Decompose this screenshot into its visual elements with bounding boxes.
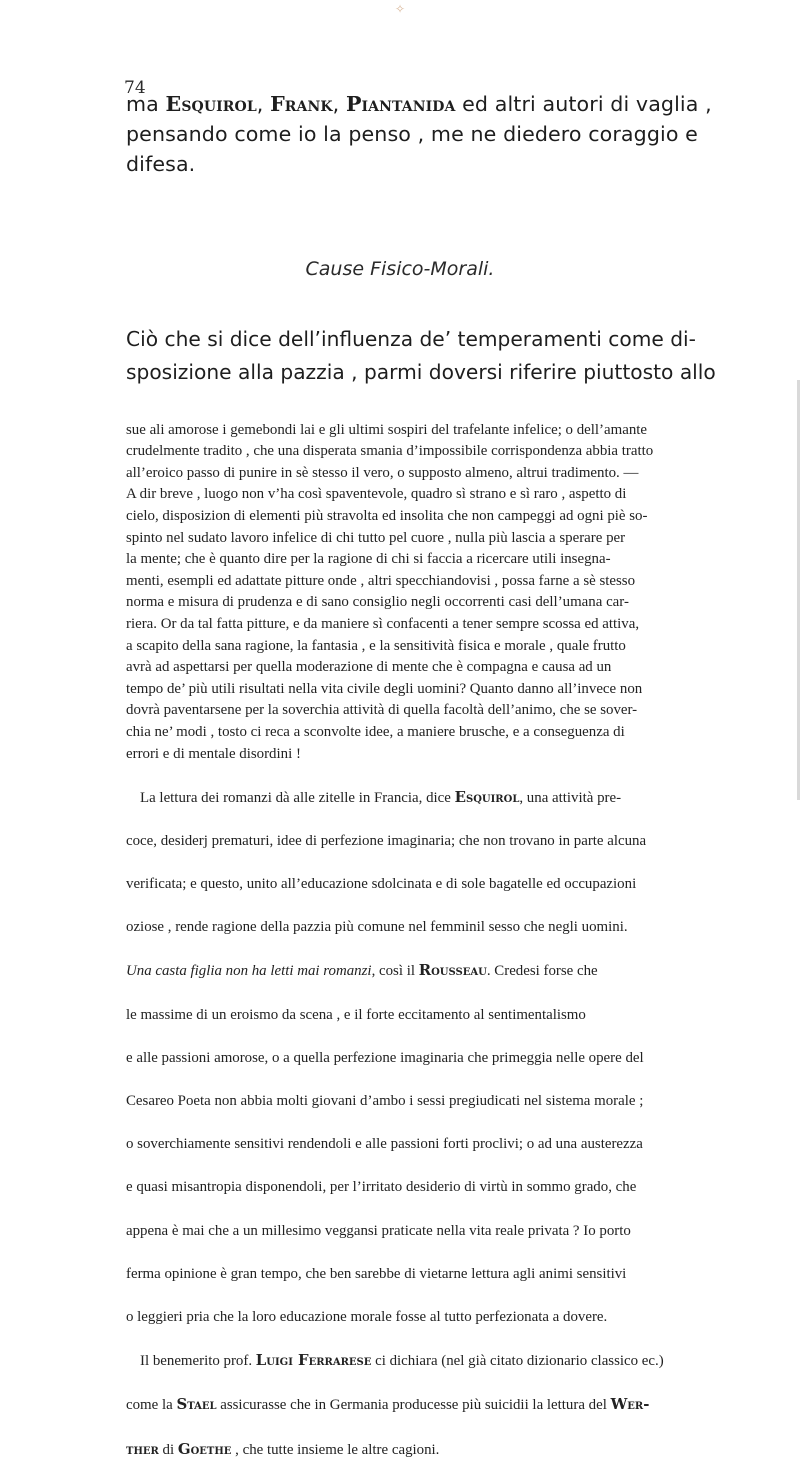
author-name: Stael [176, 1395, 217, 1414]
text-line: errori e di mentale disordini ! [126, 745, 301, 762]
page-number: 74 [124, 78, 146, 98]
text-line: norma e misura di prudenza e di sano consiglio negli occorrenti casi dell’umana car- [126, 594, 629, 611]
text-line: verificata; e questo, unito all’educazione sdolcinata e di sole bagatelle ed occupazioni [126, 876, 637, 893]
author-name: Rousseau [418, 961, 487, 980]
quotation: Una casta figlia non ha letti mai romanzi [126, 963, 372, 980]
text-line [126, 1350, 788, 1373]
text-line: chia ne’ modi , tosto ci reca a sconvolte idee, a maniere brusche, e a conseguenza di [126, 723, 625, 740]
text-line: crudelmente tradito , che una disperata smania d’impossibile corrispondenza abbia tratto [126, 443, 654, 460]
text-run: , [332, 92, 346, 116]
text-run: ma [126, 92, 166, 116]
text-line [126, 960, 788, 983]
text-line: spinto nel sudato lavoro infelice di chi tutto pel cuore , nulla più lascia a sperare per [126, 529, 626, 546]
text-line [126, 787, 788, 810]
author-name: Piantanida [345, 92, 456, 116]
text-line: e quasi misantropia disponendoli, per l’irritato desiderio di virtù in sommo grado, che [126, 1179, 637, 1196]
text-run: Il benemerito prof. [140, 1353, 256, 1370]
text-run: , così il [371, 963, 419, 980]
footnote-block [126, 398, 788, 1483]
text-line: a scapito della sana ragione, la fantasia , e la sensitività fisica e morale , quale frutto [126, 637, 626, 654]
text-run: , una attività pre- [519, 789, 622, 806]
text-line: e alle passioni amorose, o a quella perfezione imaginaria che primeggia nelle opere del [126, 1049, 644, 1066]
text-run: assicurasse che in Germania producesse più suicidii la lettura del [216, 1397, 611, 1414]
text-line: tempo de’ più utili risultati nella vita civile degli uomini? Quanto danno all’invece non [126, 680, 643, 697]
text-line: appena è mai che a un millesimo veggansi praticate nella vita reale privata ? Io porto [126, 1222, 631, 1239]
text-line: le massime di un eroismo da scena , e il forte eccitamento al sentimentalismo [126, 1006, 586, 1023]
text-run: . Credesi forse che [486, 963, 598, 980]
text-run: di [158, 1441, 178, 1458]
text-run: ci dichiara (nel già citato dizionario classico ec.) [371, 1353, 664, 1370]
section-intro-paragraph [126, 323, 788, 389]
book-title: ther [126, 1439, 159, 1458]
text-line: A dir breve , luogo non v’ha così spaventevole, quadro sì strano e sì raro , aspetto di [126, 486, 627, 503]
text-line: pensando come io la penso , me ne diedero coraggio e [126, 122, 698, 146]
text-line: avrà ad aspettarsi per quella moderazione di mente che è compagna e causa ad un [126, 659, 612, 676]
author-name: Frank [270, 92, 333, 116]
text-line: la mente; che è quanto dire per la ragione di chi si faccia a ricercare utili insegna- [126, 551, 611, 568]
author-name: Esquirol [454, 787, 520, 806]
author-name: Goethe [177, 1439, 232, 1458]
text-line: dovrà paventarsene per la soverchia attività di quella facoltà dell’animo, che se sover- [126, 702, 638, 719]
text-line: oziose , rende ragione della pazzia più comune nel femminil sesso che negli uomini. [126, 919, 628, 936]
text-line: sposizione alla pazzia , parmi doversi riferire piuttosto allo [126, 360, 716, 384]
text-run: ed altri autori di vaglia , [455, 92, 712, 116]
author-name: Luigi Ferrarese [255, 1351, 372, 1370]
text-line: sue ali amorose i gemebondi lai e gli ultimi sospiri del trafelante infelice; o dell’amante [126, 421, 648, 438]
text-line [126, 1439, 788, 1462]
text-line [126, 1394, 788, 1417]
text-run: , [256, 92, 271, 116]
text-run: , che tutte insieme le altre cagioni. [231, 1441, 440, 1458]
text-line: Cesareo Poeta non abbia molti giovani d’ambo i sessi pregiudicati nel sistema morale ; [126, 1093, 644, 1109]
footnote-paragraph-1 [126, 420, 788, 766]
text-line: o leggieri pria che la loro educazione morale fosse al tutto perfezionata a dovere. [126, 1308, 608, 1325]
ink-mark: ✧ [395, 2, 406, 16]
book-title: Wer- [610, 1395, 650, 1414]
text-line: all’eroico passo di punire in sè stesso il vero, o supposto almeno, altrui tradimento. — [126, 464, 639, 481]
text-line: riera. Or da tal fatta pitture, e da maniere sì confacenti a tener sempre scossa ed attiva, [126, 615, 640, 632]
text-line: Ciò che si dice dell’influenza de’ temperamenti come di- [126, 327, 696, 351]
text-run: come la [126, 1397, 177, 1414]
author-name: Esquirol [165, 92, 257, 116]
text-line: cielo, disposizion di elementi più stravolta ed insolita che non campeggi ad ogni piè so- [126, 507, 648, 524]
text-line: o soverchiamente sensitivi rendendoli e alle passioni forti proclivi; o ad una austerezza [126, 1136, 643, 1153]
text-line: ferma opinione è gran tempo, che ben sarebbe di vietarne lettura agli animi sensitivi [126, 1265, 627, 1282]
section-heading: Cause Fisico-Morali. [305, 258, 495, 280]
text-line: coce, desiderj prematuri, idee di perfezione imaginaria; che non trovano in parte alcuna [126, 832, 647, 849]
text-line: menti, esempli ed adattate pitture onde , altri specchiandovisi , possa farne a sè stesso [126, 572, 636, 589]
text-line: difesa. [126, 152, 196, 176]
continued-paragraph [126, 89, 788, 179]
text-run: La lettura dei romanzi dà alle zitelle in Francia, dice [140, 789, 455, 806]
